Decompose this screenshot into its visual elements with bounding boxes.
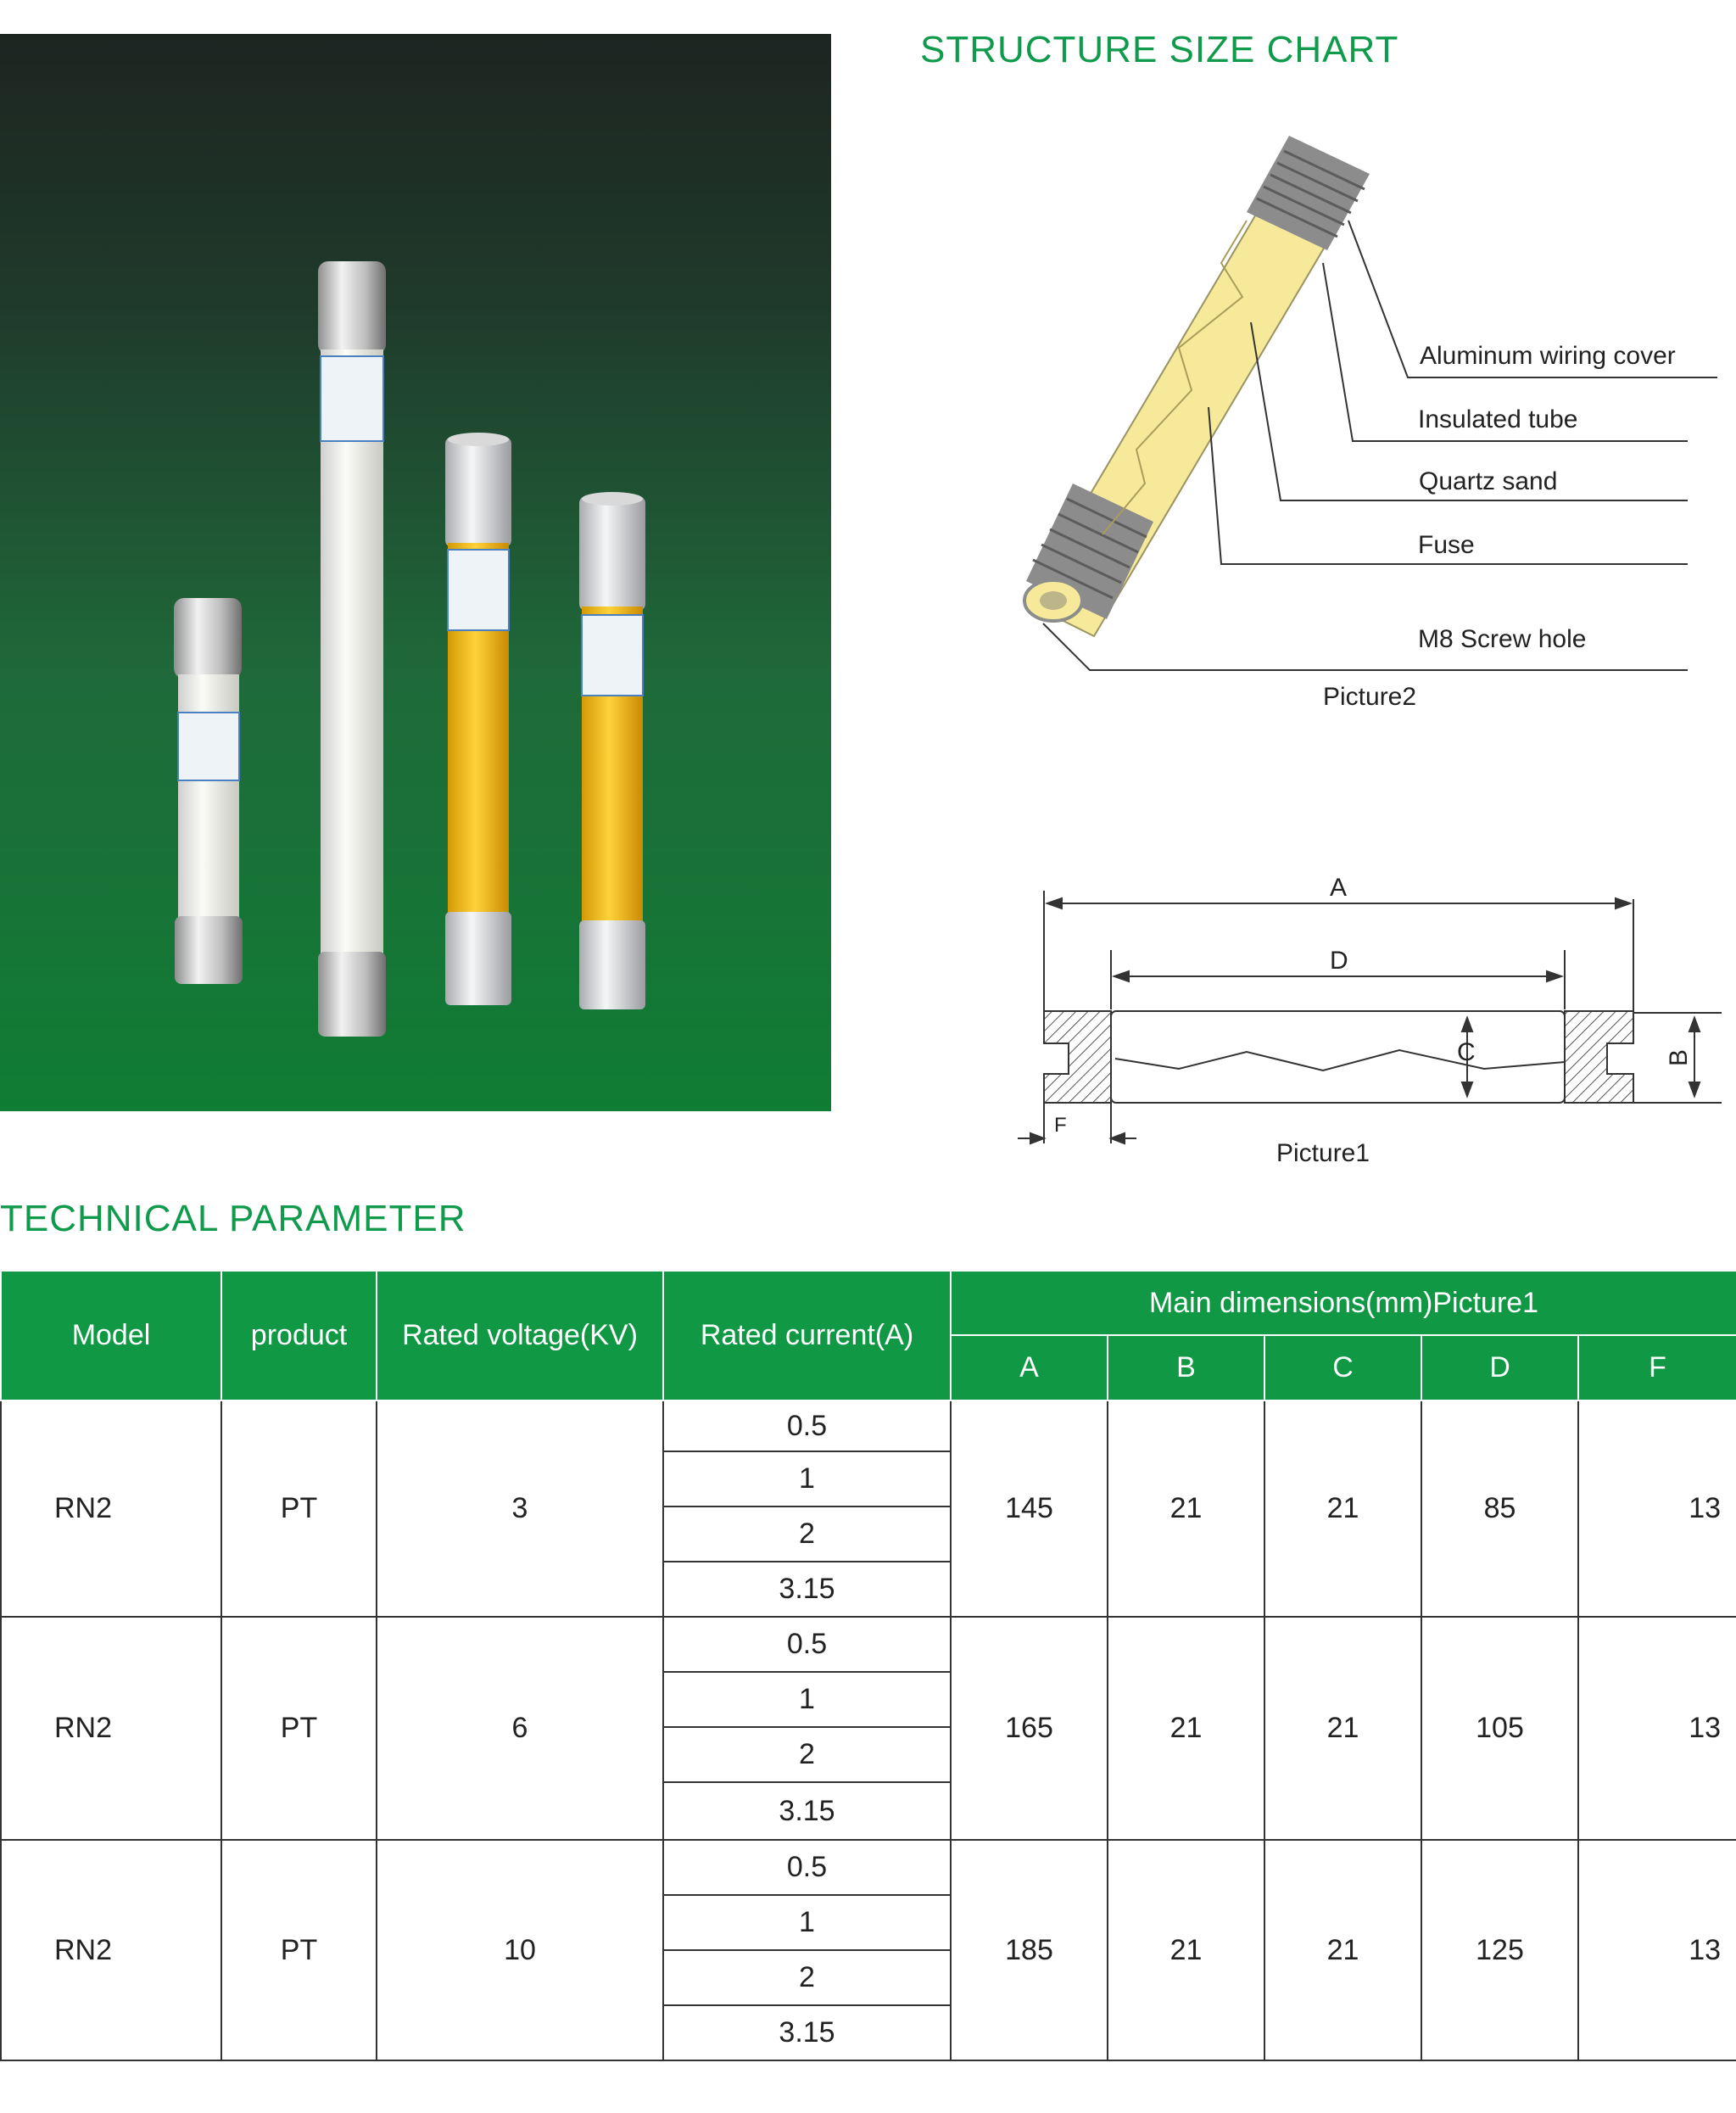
cell-current: 1: [663, 1895, 951, 1950]
cell-dim-d: 125: [1421, 1840, 1578, 2060]
fuse-tall-white: [318, 261, 386, 1037]
dim-label-a: A: [1330, 874, 1348, 902]
picture2-caption: Picture2: [1323, 683, 1417, 711]
cell-voltage: 6: [377, 1617, 663, 1840]
header-model: Model: [1, 1271, 221, 1400]
header-product: product: [221, 1271, 377, 1400]
cell-dim-c: 21: [1264, 1400, 1421, 1617]
cell-current: 2: [663, 1950, 951, 2005]
picture2-diagram: [1009, 93, 1736, 704]
cell-current: 0.5: [663, 1400, 951, 1451]
fuse-yellow-2: [579, 492, 645, 1009]
fuse-short-white: [174, 598, 243, 984]
cell-dim-b: 21: [1108, 1617, 1264, 1840]
picture1-caption: Picture1: [1276, 1139, 1370, 1167]
label-aluminum-wiring-cover: Aluminum wiring cover: [1420, 342, 1676, 370]
cell-voltage: 3: [377, 1400, 663, 1617]
header-dim-d: D: [1421, 1335, 1578, 1400]
cell-current: 1: [663, 1451, 951, 1506]
cell-current: 3.15: [663, 1562, 951, 1617]
header-rated-current: Rated current(A): [663, 1271, 951, 1400]
table-row: [1, 1840, 1736, 1895]
label-quartz-sand: Quartz sand: [1419, 467, 1558, 495]
product-photo: [0, 34, 831, 1111]
cell-dim-c: 21: [1264, 1840, 1421, 2060]
label-m8-screw-hole: M8 Screw hole: [1418, 625, 1587, 653]
label-fuse: Fuse: [1418, 531, 1475, 559]
cell-dim-d: 105: [1421, 1617, 1578, 1840]
label-insulated-tube: Insulated tube: [1418, 405, 1578, 433]
table-row: [1, 1617, 1736, 1672]
cell-current: 3.15: [663, 1782, 951, 1840]
cell-current: 2: [663, 1506, 951, 1562]
header-dim-f: F: [1578, 1335, 1736, 1400]
cell-model: RN2: [1, 1840, 221, 2060]
header-dim-b: B: [1108, 1335, 1264, 1400]
cell-product: PT: [221, 1400, 377, 1617]
cell-dim-d: 85: [1421, 1400, 1578, 1617]
cell-dim-a: 185: [951, 1840, 1108, 2060]
cell-dim-f: 13: [1578, 1840, 1736, 2060]
cell-dim-b: 21: [1108, 1400, 1264, 1617]
header-dim-a: A: [951, 1335, 1108, 1400]
cell-dim-a: 145: [951, 1400, 1108, 1617]
structure-chart-title: STRUCTURE SIZE CHART: [920, 29, 1399, 70]
header-dim-c: C: [1264, 1335, 1421, 1400]
technical-parameter-table: [0, 1270, 1736, 2061]
cell-current: 0.5: [663, 1617, 951, 1672]
header-main-dimensions: Main dimensions(mm)Picture1: [951, 1271, 1736, 1335]
header-rated-voltage: Rated voltage(KV): [377, 1271, 663, 1400]
dim-label-b: B: [1665, 1048, 1694, 1067]
cell-model: RN2: [1, 1617, 221, 1840]
cell-current: 3.15: [663, 2005, 951, 2060]
cell-current: 1: [663, 1672, 951, 1727]
dim-label-d: D: [1330, 947, 1348, 975]
technical-parameter-title: TECHNICAL PARAMETER: [0, 1198, 466, 1239]
cell-dim-f: 13: [1578, 1400, 1736, 1617]
cell-dim-b: 21: [1108, 1840, 1264, 2060]
picture1-diagram: [1009, 874, 1736, 1162]
cell-current: 0.5: [663, 1840, 951, 1895]
fuse-photo-illustration: [0, 34, 831, 1111]
cell-current: 2: [663, 1727, 951, 1782]
cell-product: PT: [221, 1840, 377, 2060]
dim-label-f: F: [1054, 1114, 1067, 1137]
table-row: [1, 1400, 1736, 1451]
cell-product: PT: [221, 1617, 377, 1840]
cell-dim-a: 165: [951, 1617, 1108, 1840]
dim-label-c: C: [1457, 1038, 1476, 1066]
cell-dim-c: 21: [1264, 1617, 1421, 1840]
cell-dim-f: 13: [1578, 1617, 1736, 1840]
fuse-yellow-1: [445, 433, 511, 1005]
cell-voltage: 10: [377, 1840, 663, 2060]
cell-model: RN2: [1, 1400, 221, 1617]
